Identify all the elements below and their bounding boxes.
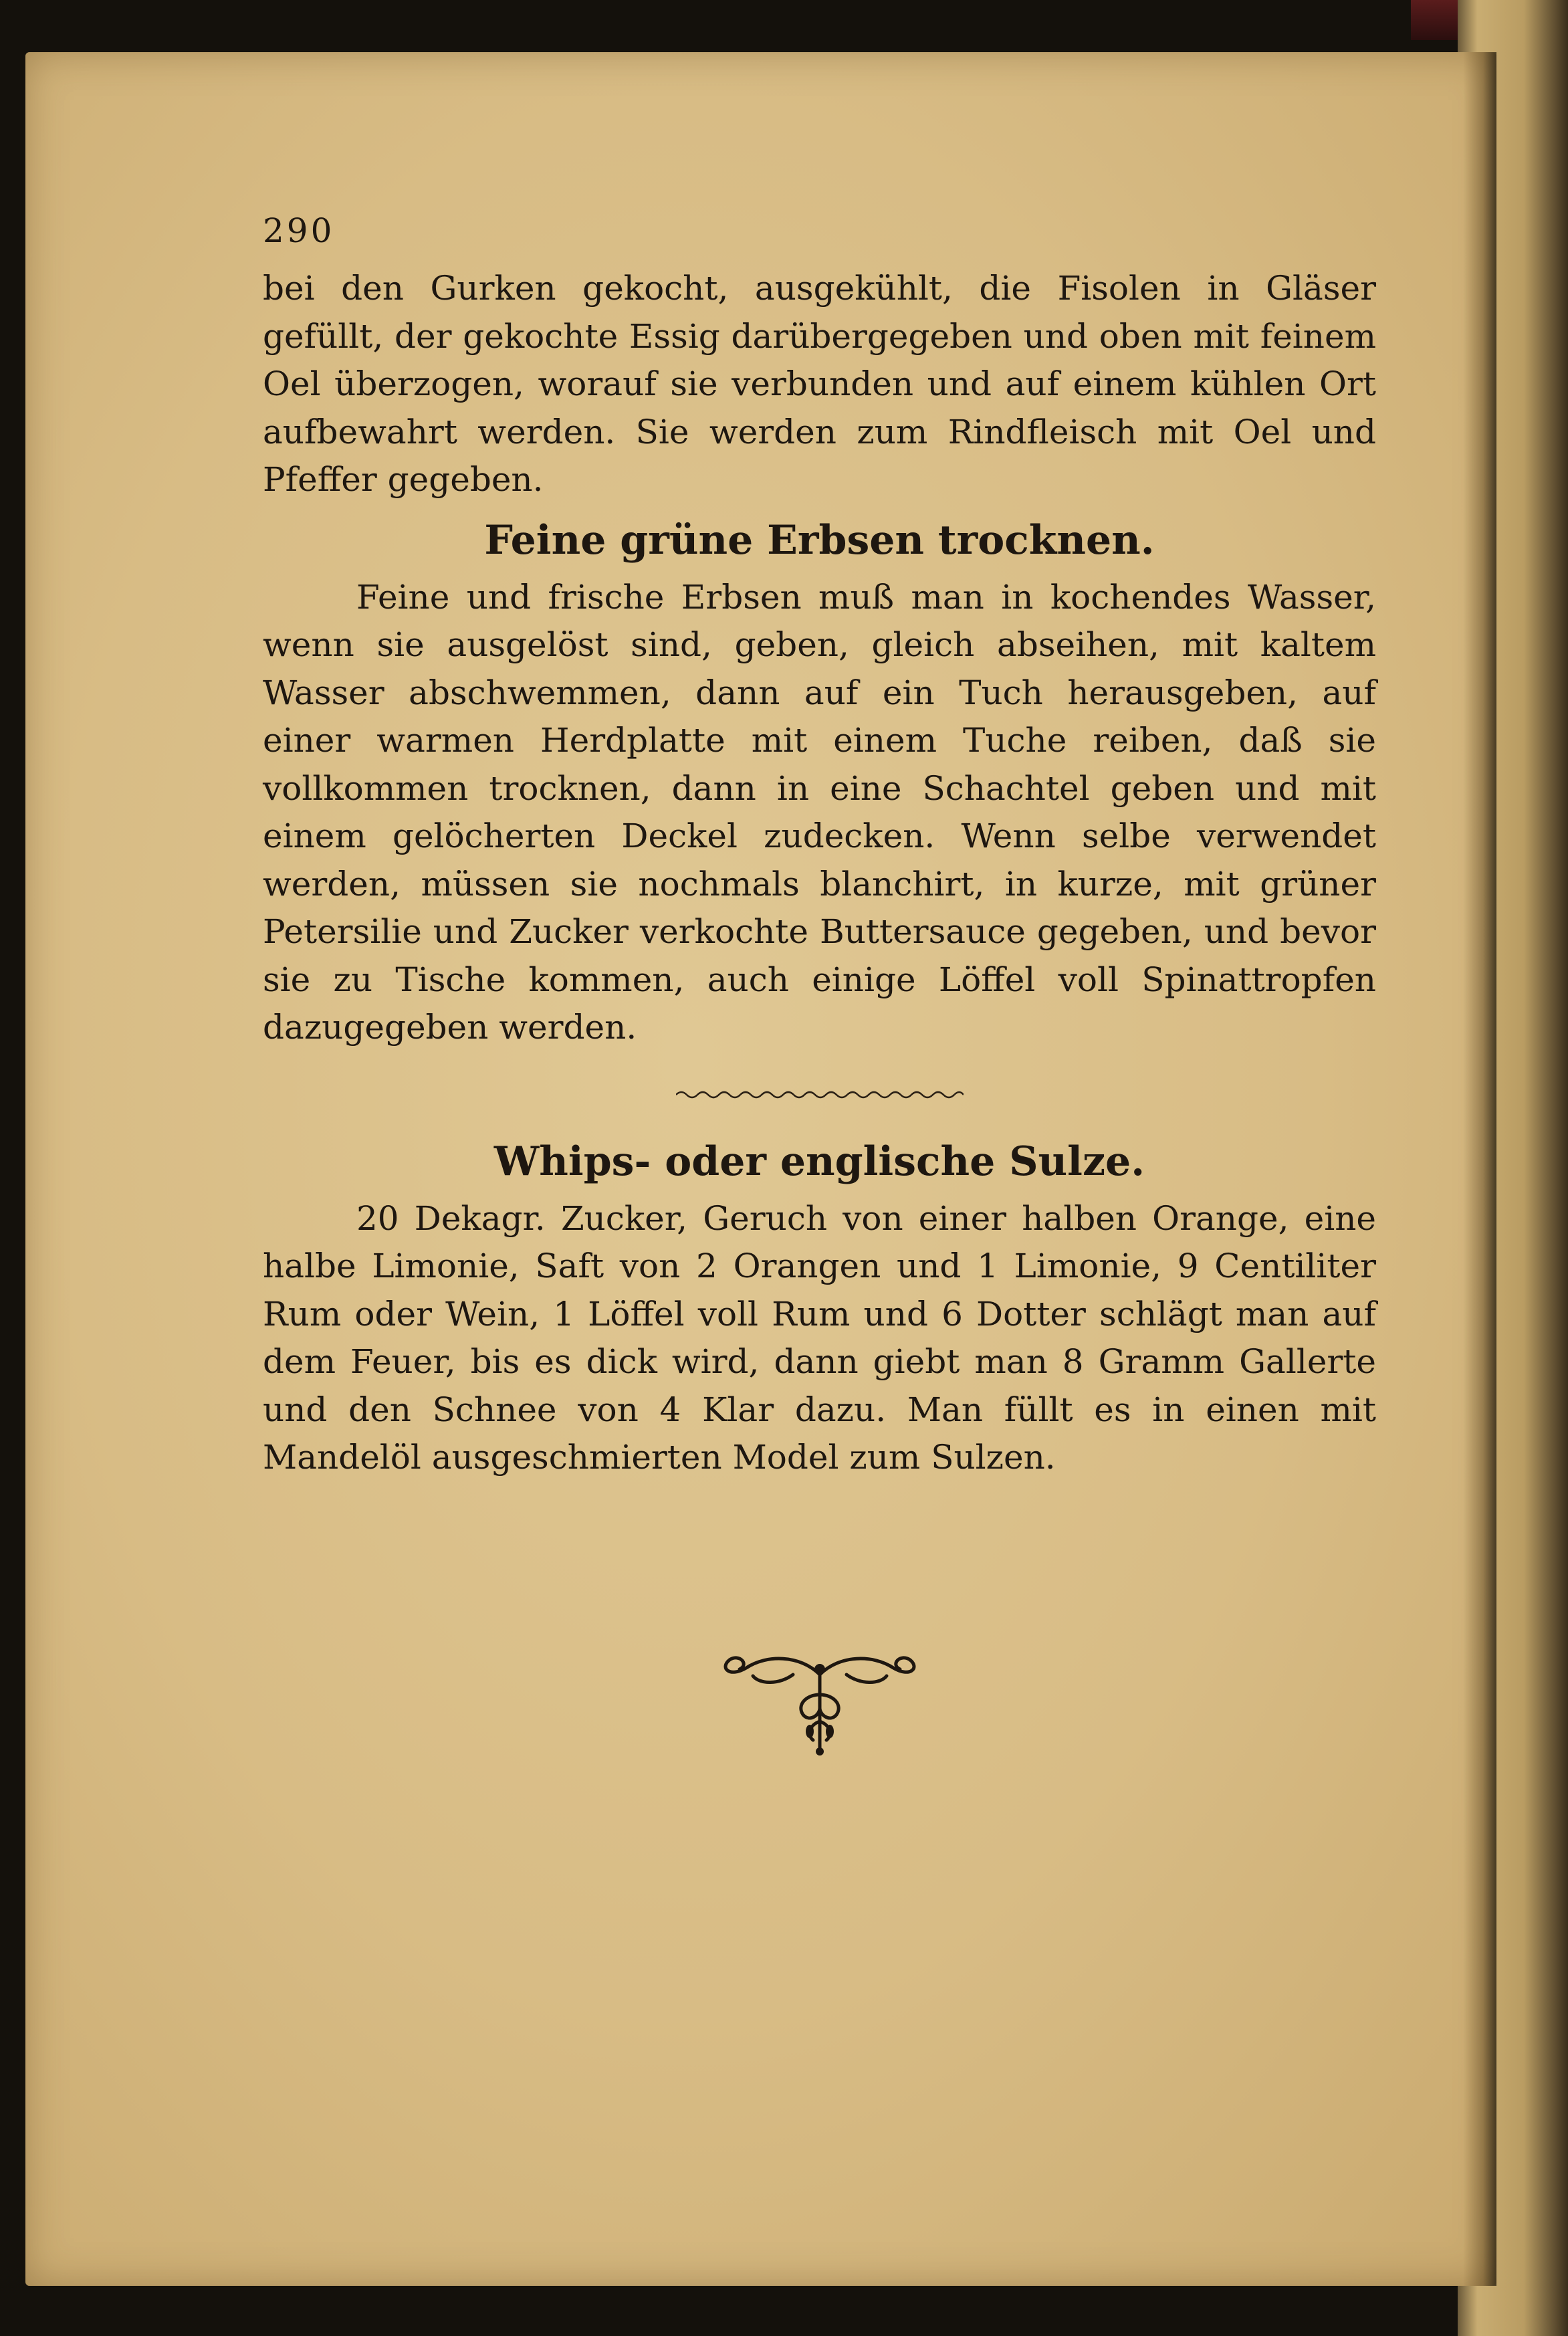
section-heading-erbsen: Feine grüne Erbsen trocknen. [484,516,1155,564]
paragraph-sulze: 20 Dekagr. Zucker, Geruch von einer halben Orange, eine halbe Limonie, Saft von 2 Orangen und 1 Limonie, 9 Centiliter Rum oder Wein, 1 Löffel voll Rum und 6 Dotter schlägt man auf dem Feuer, bis es dick wird, dann giebt man 8 Gramm Gallerte und den Schnee von 4 Klar dazu. Man füllt es in einen mit Mandelöl ausgeschmierten Model zum Sulzen. [263,1198,1376,1477]
page-gutter-shadow [1463,52,1496,2286]
page-content [263,211,1376,1758]
section-heading-sulze: Whips- oder englische Sulze. [493,1138,1145,1185]
wavy-line-divider-icon [676,1087,964,1103]
book-page [25,52,1496,2286]
floral-ornament-icon [713,1648,927,1758]
paragraph-continued: bei den Gurken gekocht, ausgekühlt, die Fisolen in Gläser gefüllt, der gekochte Essig darübergegeben und oben mit feinem Oel überzogen, worauf sie verbunden und auf einem kühlen Ort aufbewahrt werden. Sie werden zum Rindfleisch mit Oel und Pfeffer gegeben. [263,269,1376,499]
page-number: 290 [263,211,335,250]
paragraph-erbsen: Feine und frische Erbsen muß man in kochendes Wasser, wenn sie ausgelöst sind, geben, gleich abseihen, mit kaltem Wasser abschwemmen, dann auf ein Tuch herausgeben, auf einer warmen Herdplatte mit einem Tuche reiben, daß sie vollkommen trocknen, dann in eine Schachtel geben und mit einem gelöcherten Deckel zudecken. Wenn selbe verwendet werden, müssen sie nochmals blanchirt, in kurze, mit grüner Petersilie und Zucker verkochte Buttersauce gegeben, und bevor sie zu Tische kommen, auch einige Löffel voll Spinattropfen dazugegeben werden. [263,577,1376,1047]
